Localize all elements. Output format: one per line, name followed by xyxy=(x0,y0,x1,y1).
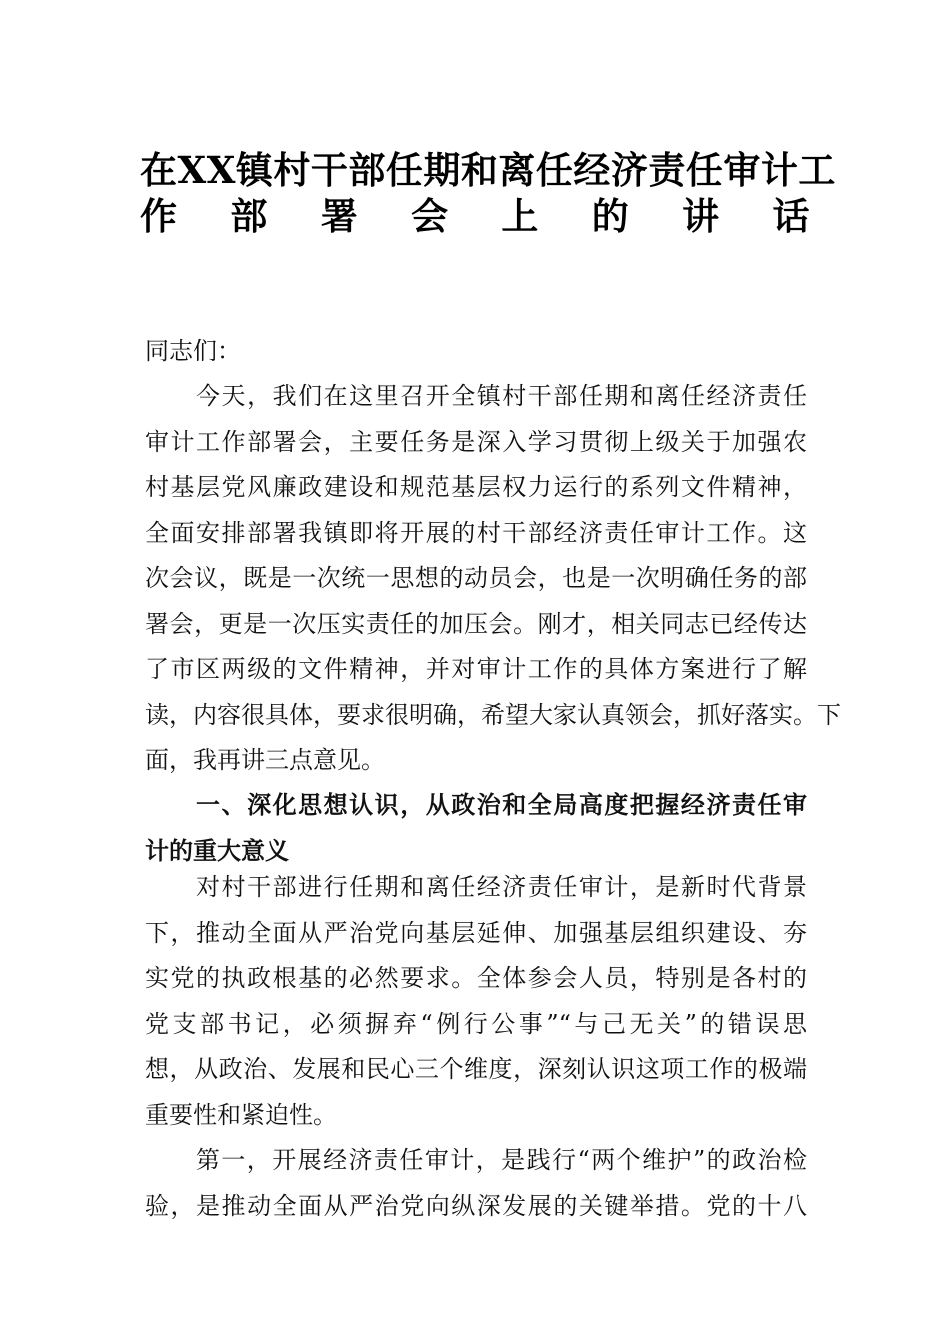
text-line: 今天，我们在这里召开全镇村干部任期和离任经济责任 xyxy=(145,382,807,410)
text-line: 全面安排部署我镇即将开展的村干部经济责任审计工作。这 xyxy=(145,518,807,547)
title-line: 作部署会上的讲话 xyxy=(140,193,810,238)
section-heading-1 xyxy=(145,783,807,874)
text-line: 第一，开展经济责任审计，是践行“两个维护”的政治检 xyxy=(145,1146,807,1174)
greeting: 同志们： xyxy=(145,337,241,365)
paragraph-opening xyxy=(145,374,841,784)
title-line: 在XX镇村干部任期和离任经济责任审计工 xyxy=(140,148,836,192)
text-line: 次会议，既是一次统一思想的动员会，也是一次明确任务的部 xyxy=(145,564,807,592)
heading-line: 一、深化思想认识，从政治和全局高度把握经济责任审 xyxy=(145,791,807,819)
document-title xyxy=(140,148,836,239)
text-line: 读，内容很具体，要求很明确，希望大家认真领会，抓好落实。下 xyxy=(145,700,841,729)
text-line: 实党的执政根基的必然要求。全体参会人员，特别是各村的 xyxy=(145,964,807,992)
text-line: 审计工作部署会，主要任务是深入学习贯彻上级关于加强农 xyxy=(145,427,807,456)
text-line: 验，是推动全面从严治党向纵深发展的关键举措。党的十八 xyxy=(145,1191,807,1220)
paragraph-first-point xyxy=(145,1138,807,1229)
text-line: 党支部书记，必须摒弃“例行公事”“与己无关”的错误思 xyxy=(145,1009,807,1038)
text-line: 想，从政治、发展和民心三个维度，深刻认识这项工作的极端 xyxy=(145,1055,807,1083)
heading-line: 计的重大意义 xyxy=(145,836,289,865)
text-line: 署会，更是一次压实责任的加压会。刚才，相关同志已经传达 xyxy=(145,609,807,638)
text-line: 重要性和紧迫性。 xyxy=(145,1100,337,1129)
text-line: 面，我再讲三点意见。 xyxy=(145,746,385,774)
text-line: 对村干部进行任期和离任经济责任审计，是新时代背景 xyxy=(145,873,807,901)
text-line: 村基层党风廉政建设和规范基层权力运行的系列文件精神， xyxy=(145,473,807,501)
text-line: 下，推动全面从严治党向基层延伸、加强基层组织建设、夯 xyxy=(145,918,807,947)
text-line: 了市区两级的文件精神，并对审计工作的具体方案进行了解 xyxy=(145,655,807,683)
paragraph-significance xyxy=(145,865,807,1138)
